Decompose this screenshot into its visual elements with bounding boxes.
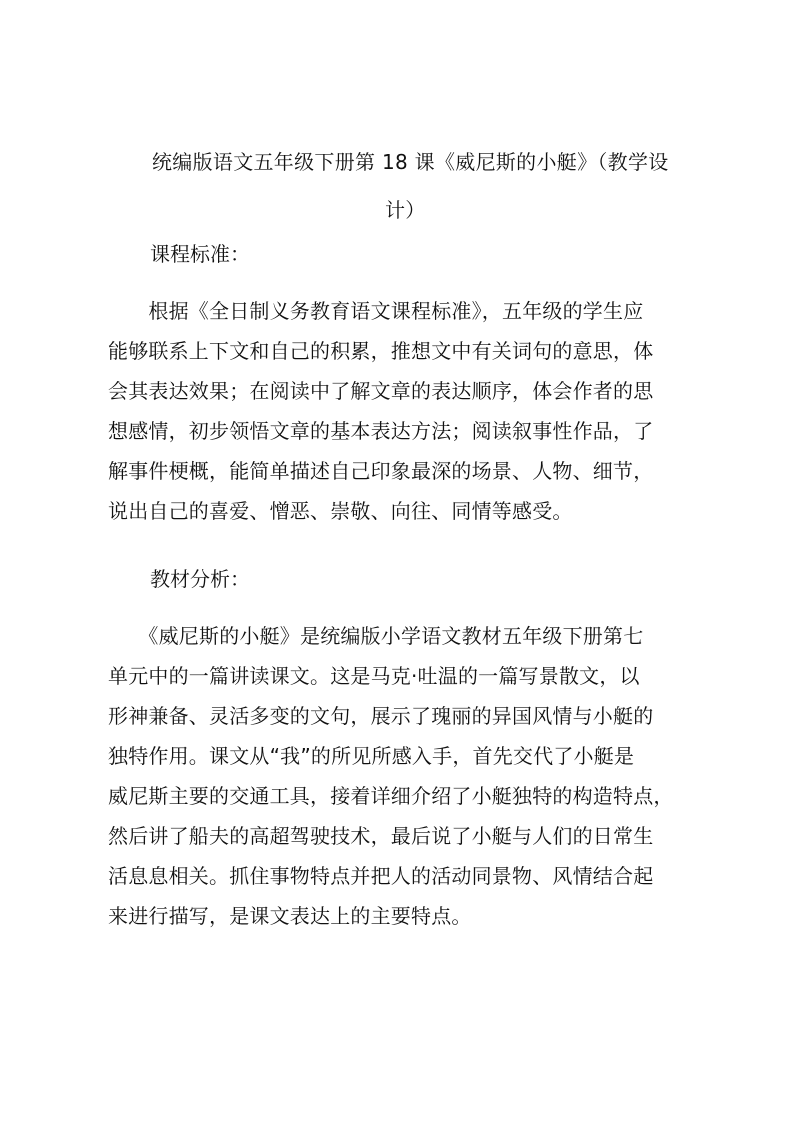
section-heading-textbook-analysis: 教材分析： — [150, 567, 250, 591]
paragraph-line: 形神兼备、灵活多变的文句，展示了瑰丽的异国风情与小艇的 — [108, 704, 654, 728]
paragraph-line: 活息息相关。抓住事物特点并把人的活动同景物、风情结合起 — [108, 864, 654, 888]
paragraph-line: 解事件梗概，能简单描述自己印象最深的场景、人物、细节， — [108, 459, 654, 483]
document-title-line-2: 计） — [385, 198, 426, 222]
paragraph-line: 想感情，初步领悟文章的基本表达方法；阅读叙事性作品，了 — [108, 419, 654, 443]
document-title-line-1: 统编版语文五年级下册第 18 课《威尼斯的小艇》（教学设 — [152, 150, 669, 174]
paragraph-line: 《威尼斯的小艇》是统编版小学语文教材五年级下册第七 — [108, 624, 644, 648]
paragraph-line: 说出自己的喜爱、憎恶、崇敬、向往、同情等感受。 — [108, 499, 573, 523]
paragraph-curriculum-standards — [108, 297, 708, 537]
paragraph-line: 能够联系上下文和自己的积累，推想文中有关词句的意思，体 — [108, 339, 654, 363]
paragraph-line: 单元中的一篇讲读课文。这是马克·吐温的一篇写景散文，以 — [108, 664, 640, 688]
paragraph-line: 然后讲了船夫的高超驾驶技术，最后说了小艇与人们的日常生 — [108, 824, 654, 848]
section-heading-curriculum-standards: 课程标准： — [150, 242, 250, 266]
paragraph-line: 独特作用。课文从“我”的所见所感入手，首先交代了小艇是 — [108, 744, 635, 768]
paragraph-line: 会其表达效果；在阅读中了解文章的表达顺序，体会作者的思 — [108, 379, 654, 403]
paragraph-line: 来进行描写，是课文表达上的主要特点。 — [108, 904, 472, 928]
paragraph-line: 威尼斯主要的交通工具，接着详细介绍了小艇独特的构造特点， — [108, 784, 674, 808]
paragraph-textbook-analysis — [108, 622, 708, 942]
paragraph-line: 根据《全日制义务教育语文课程标准》，五年级的学生应 — [108, 299, 644, 323]
